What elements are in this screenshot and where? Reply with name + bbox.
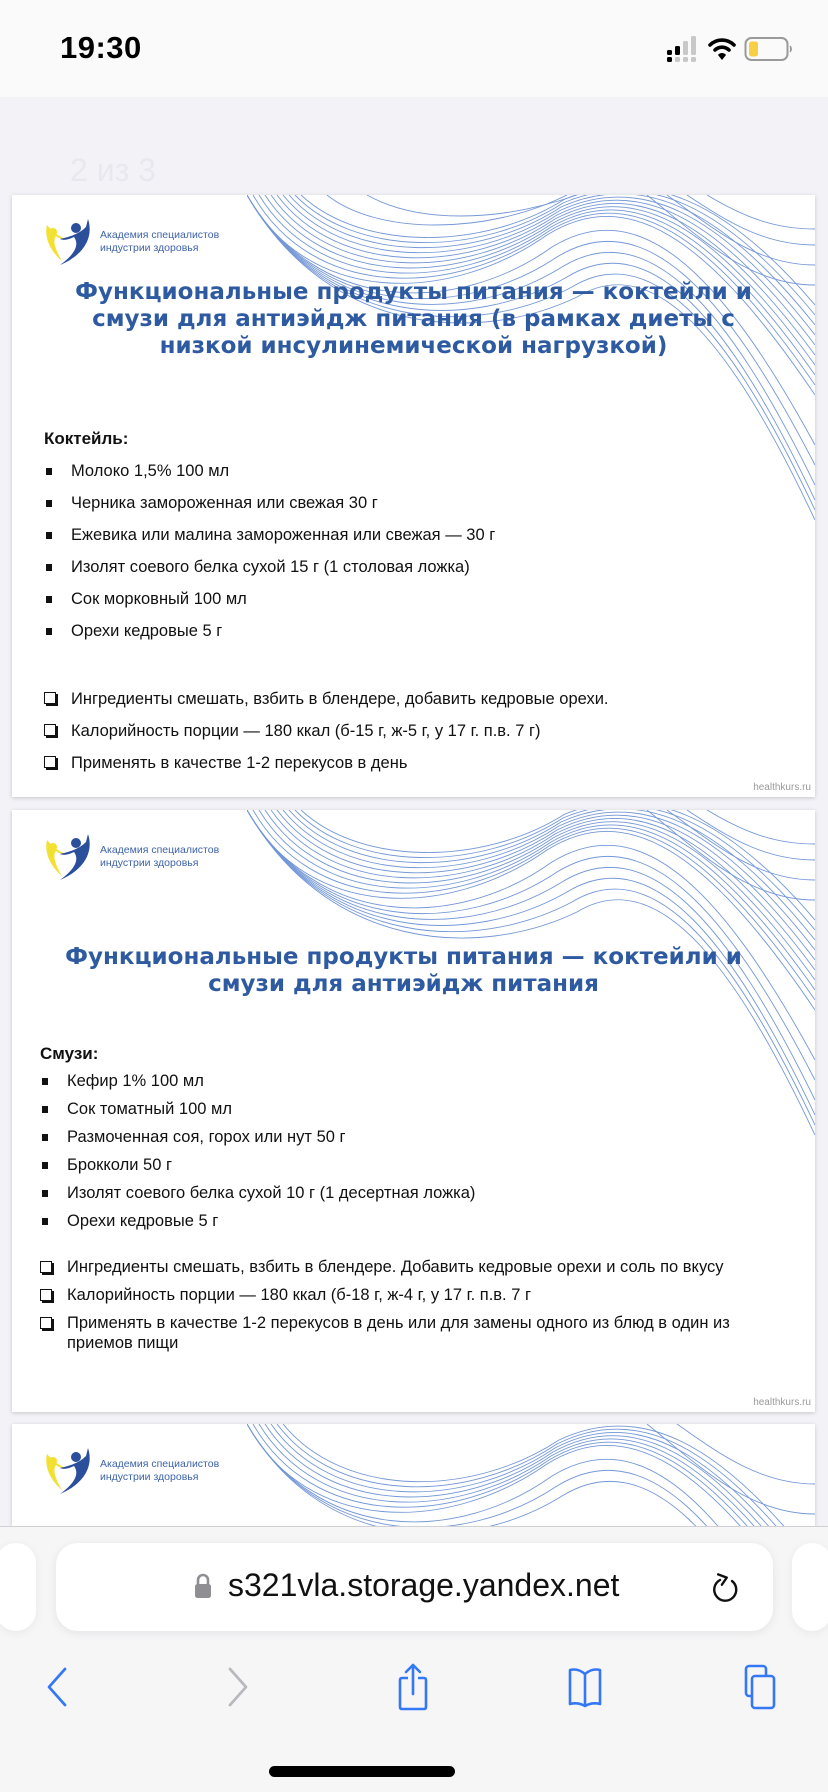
bullet-icon (42, 1134, 48, 1141)
bullet-icon (46, 564, 52, 571)
chevron-right-icon (226, 1667, 250, 1707)
list-item: Ежевика или малина замороженная или свежая — 30 г (44, 519, 495, 551)
list-item: Черника замороженная или свежая 30 г (44, 487, 495, 519)
notes-list (40, 1257, 800, 1353)
watermark: healthkurs.ru (753, 782, 811, 793)
status-icons (666, 36, 794, 62)
slide-smoothie (12, 810, 815, 1412)
ingredients-list (44, 455, 495, 647)
book-icon (568, 1666, 602, 1708)
list-item: Ингредиенты смешать, взбить в блендере, добавить кедровые орехи. (44, 683, 609, 715)
page-counter: 2 из 3 (70, 152, 156, 188)
home-indicator[interactable] (269, 1766, 455, 1777)
list-item: Применять в качестве 1-2 перекусов в день или для замены одного из блюд в один из приемов пищи (40, 1313, 800, 1353)
list-item: Калорийность порции — 180 ккал (б-18 г, ж-4 г, у 17 г. п.в. 7 г (40, 1285, 800, 1305)
logo-figures-icon (44, 832, 94, 882)
logo-figures-icon (44, 1446, 94, 1496)
list-item: Орехи кедровые 5 г (40, 1207, 475, 1235)
share-icon (398, 1662, 428, 1712)
lock-icon (194, 1573, 212, 1599)
logo-line2: индустрии здоровья (100, 1471, 199, 1483)
bullet-icon (46, 468, 52, 475)
bullet-icon (42, 1106, 48, 1113)
ingredients-list (40, 1067, 475, 1235)
next-tab-pill[interactable] (792, 1543, 828, 1631)
bullet-icon (42, 1078, 48, 1085)
checkbox-bullet-icon (40, 1261, 52, 1273)
checkbox-bullet-icon (44, 692, 56, 704)
forward-button[interactable] (208, 1657, 268, 1717)
share-button[interactable] (383, 1657, 443, 1717)
slide-title: Функциональные продукты питания — коктейли и смузи для антиэйдж питания (65, 944, 742, 997)
logo-line1: Академия специалистов (100, 229, 220, 241)
bullet-icon (42, 1190, 48, 1197)
tabs-icon (744, 1664, 778, 1710)
chevron-left-icon (45, 1667, 69, 1707)
wifi-icon (708, 37, 736, 61)
watermark: healthkurs.ru (753, 1397, 811, 1408)
list-item: Применять в качестве 1-2 перекусов в день (44, 747, 609, 779)
checkbox-bullet-icon (40, 1289, 52, 1301)
list-item: Сок морковный 100 мл (44, 583, 495, 615)
slide-cocktail (12, 195, 815, 797)
previous-tab-pill[interactable] (0, 1543, 36, 1631)
list-item: Изолят соевого белка сухой 10 г (1 десертная ложка) (40, 1179, 475, 1207)
logo-line2: индустрии здоровья (100, 857, 199, 869)
logo-line2: индустрии здоровья (100, 242, 199, 254)
academy-logo (44, 832, 219, 882)
list-item: Калорийность порции — 180 ккал (б-15 г, ж-5 г, у 17 г. п.в. 7 г) (44, 715, 609, 747)
bullet-icon (42, 1162, 48, 1169)
list-item: Орехи кедровые 5 г (44, 615, 495, 647)
academy-logo (44, 1446, 219, 1496)
list-item: Кефир 1% 100 мл (40, 1067, 475, 1095)
logo-figures-icon (44, 217, 94, 267)
section-label: Смузи: (40, 1044, 99, 1063)
logo-line1: Академия специалистов (100, 844, 220, 856)
academy-logo (44, 217, 219, 267)
slide-partial (12, 1424, 815, 1526)
bullet-icon (46, 500, 52, 507)
cellular-signal-icon (666, 36, 700, 62)
list-item: Брокколи 50 г (40, 1151, 475, 1179)
url-text[interactable]: s321vla.storage.yandex.net (228, 1567, 620, 1603)
bullet-icon (42, 1218, 48, 1225)
list-item: Молоко 1,5% 100 мл (44, 455, 495, 487)
notes-list (44, 683, 609, 779)
checkbox-bullet-icon (44, 724, 56, 736)
back-button[interactable] (27, 1657, 87, 1717)
tabs-button[interactable] (731, 1657, 791, 1717)
status-bar (0, 0, 828, 97)
battery-icon (744, 36, 794, 62)
slide-title: Функциональные продукты питания — коктейли и смузи для антиэйдж питания (в рамках диеты с низкой инсулинемической нагрузкой) (75, 279, 752, 359)
address-bar[interactable] (56, 1543, 773, 1631)
list-item: Ингредиенты смешать, взбить в блендере. Добавить кедровые орехи и соль по вкусу (40, 1257, 800, 1277)
status-time: 19:30 (60, 30, 142, 65)
list-item: Сок томатный 100 мл (40, 1095, 475, 1123)
list-item: Размоченная соя, горох или нут 50 г (40, 1123, 475, 1151)
bullet-icon (46, 532, 52, 539)
bullet-icon (46, 596, 52, 603)
browser-bottom-bar (0, 1526, 828, 1792)
logo-line1: Академия специалистов (100, 1458, 220, 1470)
bookmarks-button[interactable] (555, 1657, 615, 1717)
checkbox-bullet-icon (44, 756, 56, 768)
section-label: Коктейль: (44, 429, 129, 448)
list-item: Изолят соевого белка сухой 15 г (1 столовая ложка) (44, 551, 495, 583)
reload-icon[interactable] (708, 1569, 742, 1607)
wave-decoration (247, 1424, 815, 1526)
bullet-icon (46, 628, 52, 635)
checkbox-bullet-icon (40, 1317, 52, 1329)
